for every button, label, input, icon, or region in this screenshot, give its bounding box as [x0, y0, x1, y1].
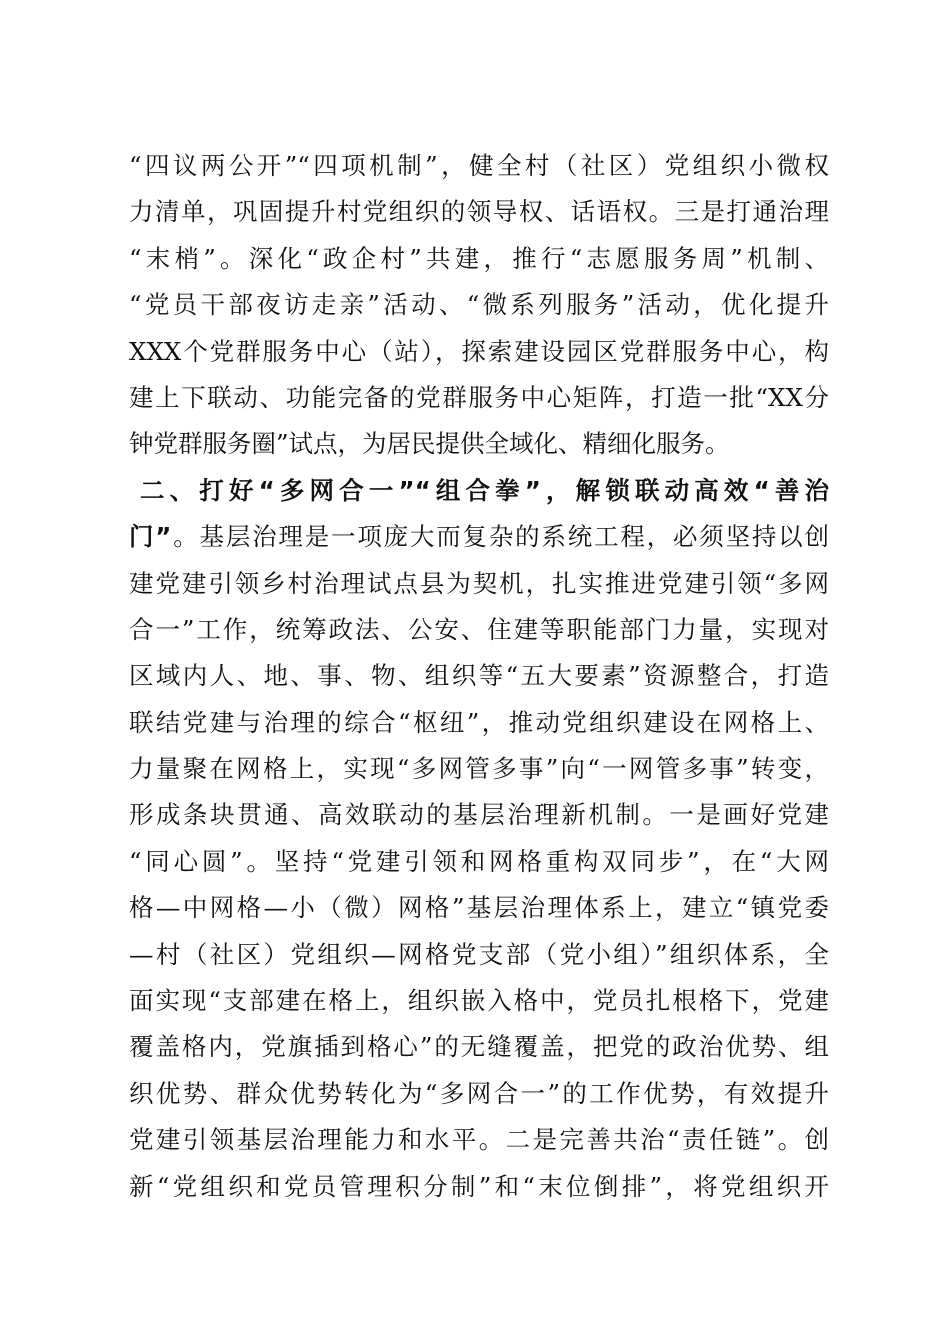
text-line-3: “末梢”。深化“政企村”共建，推行“志愿服务周”机制、: [129, 243, 829, 273]
text-line-20: 覆盖格内，党旗插到格心”的无缝覆盖，把党的政治优势、组: [129, 1032, 829, 1062]
text-line-9-body: 。基层治理是一项庞大而复杂的系统工程，必须坚持以创: [171, 522, 829, 552]
text-line-22: 党建引领基层治理能力和水平。二是完善共治“责任链”。创: [129, 1125, 829, 1155]
text-line-1: “四议两公开”“四项机制”，健全村（社区）党组织小微权: [129, 151, 829, 180]
text-line-11: 合一”工作，统筹政法、公安、住建等职能部门力量，实现对: [129, 614, 829, 644]
text-line-2: 力清单，巩固提升村党组织的领导权、话语权。三是打通治理: [129, 197, 829, 227]
text-line-7: 钟党群服务圈”试点，为居民提供全域化、精细化服务。: [129, 429, 730, 459]
text-line-15: 形成条块贯通、高效联动的基层治理新机制。一是画好党建: [129, 800, 829, 830]
text-line-19: 面实现“支部建在格上，组织嵌入格中，党员扎根格下，党建: [129, 986, 829, 1016]
text-line-14: 力量聚在网格上，实现“多网管多事”向“一网管多事”转变，: [129, 754, 829, 784]
text-line-16: “同心圆”。坚持“党建引领和网格重构双同步”，在“大网: [129, 846, 829, 876]
text-line-4: “党员干部夜访走亲”活动、“微系列服务”活动，优化提升: [129, 290, 829, 320]
document-body: [129, 143, 829, 1210]
section-heading: 二、打好“多网合一”“组合拳”，解锁联动高效“善治: [140, 475, 829, 505]
text-line-5: XXX个党群服务中心（站），探索建设园区党群服务中心，构: [129, 336, 829, 366]
text-line-23: 新“党组织和党员管理积分制”和“末位倒排”，将党组织开: [129, 1171, 829, 1201]
text-line-6: 建上下联动、功能完备的党群服务中心矩阵，打造一批“XX分: [129, 382, 829, 412]
section-heading-end: 门”: [129, 522, 172, 552]
text-line-9: [129, 514, 829, 560]
text-line-13: 联结党建与治理的综合“枢纽”，推动党组织建设在网格上、: [129, 707, 829, 737]
text-line-18: —村（社区）党组织—网格党支部（党小组）”组织体系，全: [129, 939, 829, 969]
text-line-17: 格—中网格—小（微）网格”基层治理体系上，建立“镇党委: [129, 893, 829, 923]
text-line-21: 织优势、群众优势转化为“多网合一”的工作优势，有效提升: [129, 1078, 829, 1108]
text-line-10: 建党建引领乡村治理试点县为契机，扎实推进党建引领“多网: [129, 568, 829, 598]
text-line-12: 区域内人、地、事、物、组织等“五大要素”资源整合，打造: [129, 661, 829, 691]
